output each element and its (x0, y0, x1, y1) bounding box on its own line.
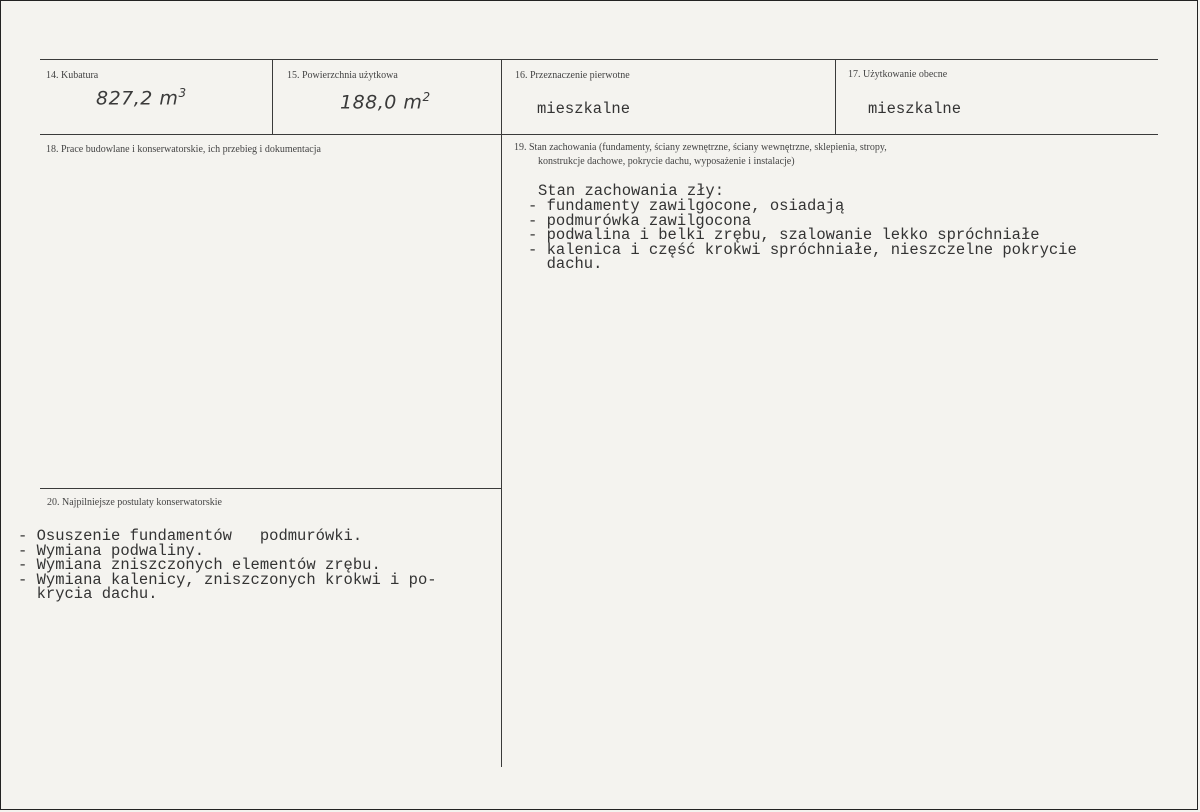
col-divider-2 (501, 60, 502, 767)
list-item: - kalenica i część krokwi spróchniałe, nieszczelne pokrycie (528, 240, 1077, 259)
field20-label: 20. Najpilniejsze postulaty konserwatorskie (47, 497, 222, 508)
list-item: dachu. (528, 255, 603, 273)
list-item: - podmurówka zawilgocona (528, 211, 752, 230)
field20-items (18, 529, 437, 602)
field14-label: 14. Kubatura (46, 70, 99, 81)
row-divider (40, 134, 1158, 135)
field15-label: 15. Powierzchnia użytkowa (287, 70, 398, 81)
list-item: - fundamenty zawilgocone, osiadają (528, 197, 845, 215)
field17-value: mieszkalne (868, 100, 962, 118)
field19-label-line2: konstrukcje dachowe, pokrycie dachu, wyposażenie i instalacje) (538, 156, 795, 167)
field19-label-line1: 19. Stan zachowania (fundamenty, ściany zewnętrzne, ściany wewnętrzne, sklepienia, stropy, (514, 142, 887, 153)
field19-heading: Stan zachowania zły: (538, 182, 725, 200)
field20-divider (40, 488, 501, 489)
field18-label: 18. Prace budowlane i konserwatorskie, ich przebieg i dokumentacja (46, 144, 321, 155)
list-item: - Wymiana podwaliny. (18, 541, 205, 560)
field16-value: mieszkalne (537, 100, 631, 118)
list-item: - Osuszenie fundamentów podmurówki. (18, 527, 363, 545)
field16-label: 16. Przeznaczenie pierwotne (515, 70, 630, 81)
col-divider-3 (835, 60, 836, 135)
field19-items (528, 199, 1077, 272)
field15-value: 188,0 $m^2$ (340, 90, 431, 114)
field17-label: 17. Użytkowanie obecne (848, 69, 948, 80)
list-item: - podwalina i belki zrębu, szalowanie lekko spróchniałe (528, 226, 1040, 244)
list-item: - Wymiana kalenicy, zniszczonych krokwi i po- (18, 570, 437, 589)
col-divider-1 (272, 60, 273, 135)
field14-value: 827,2 $m^3$ (96, 86, 187, 110)
list-item: krycia dachu. (18, 585, 158, 603)
list-item: - Wymiana zniszczonych elementów zrębu. (18, 556, 381, 574)
top-rule (40, 59, 1158, 60)
